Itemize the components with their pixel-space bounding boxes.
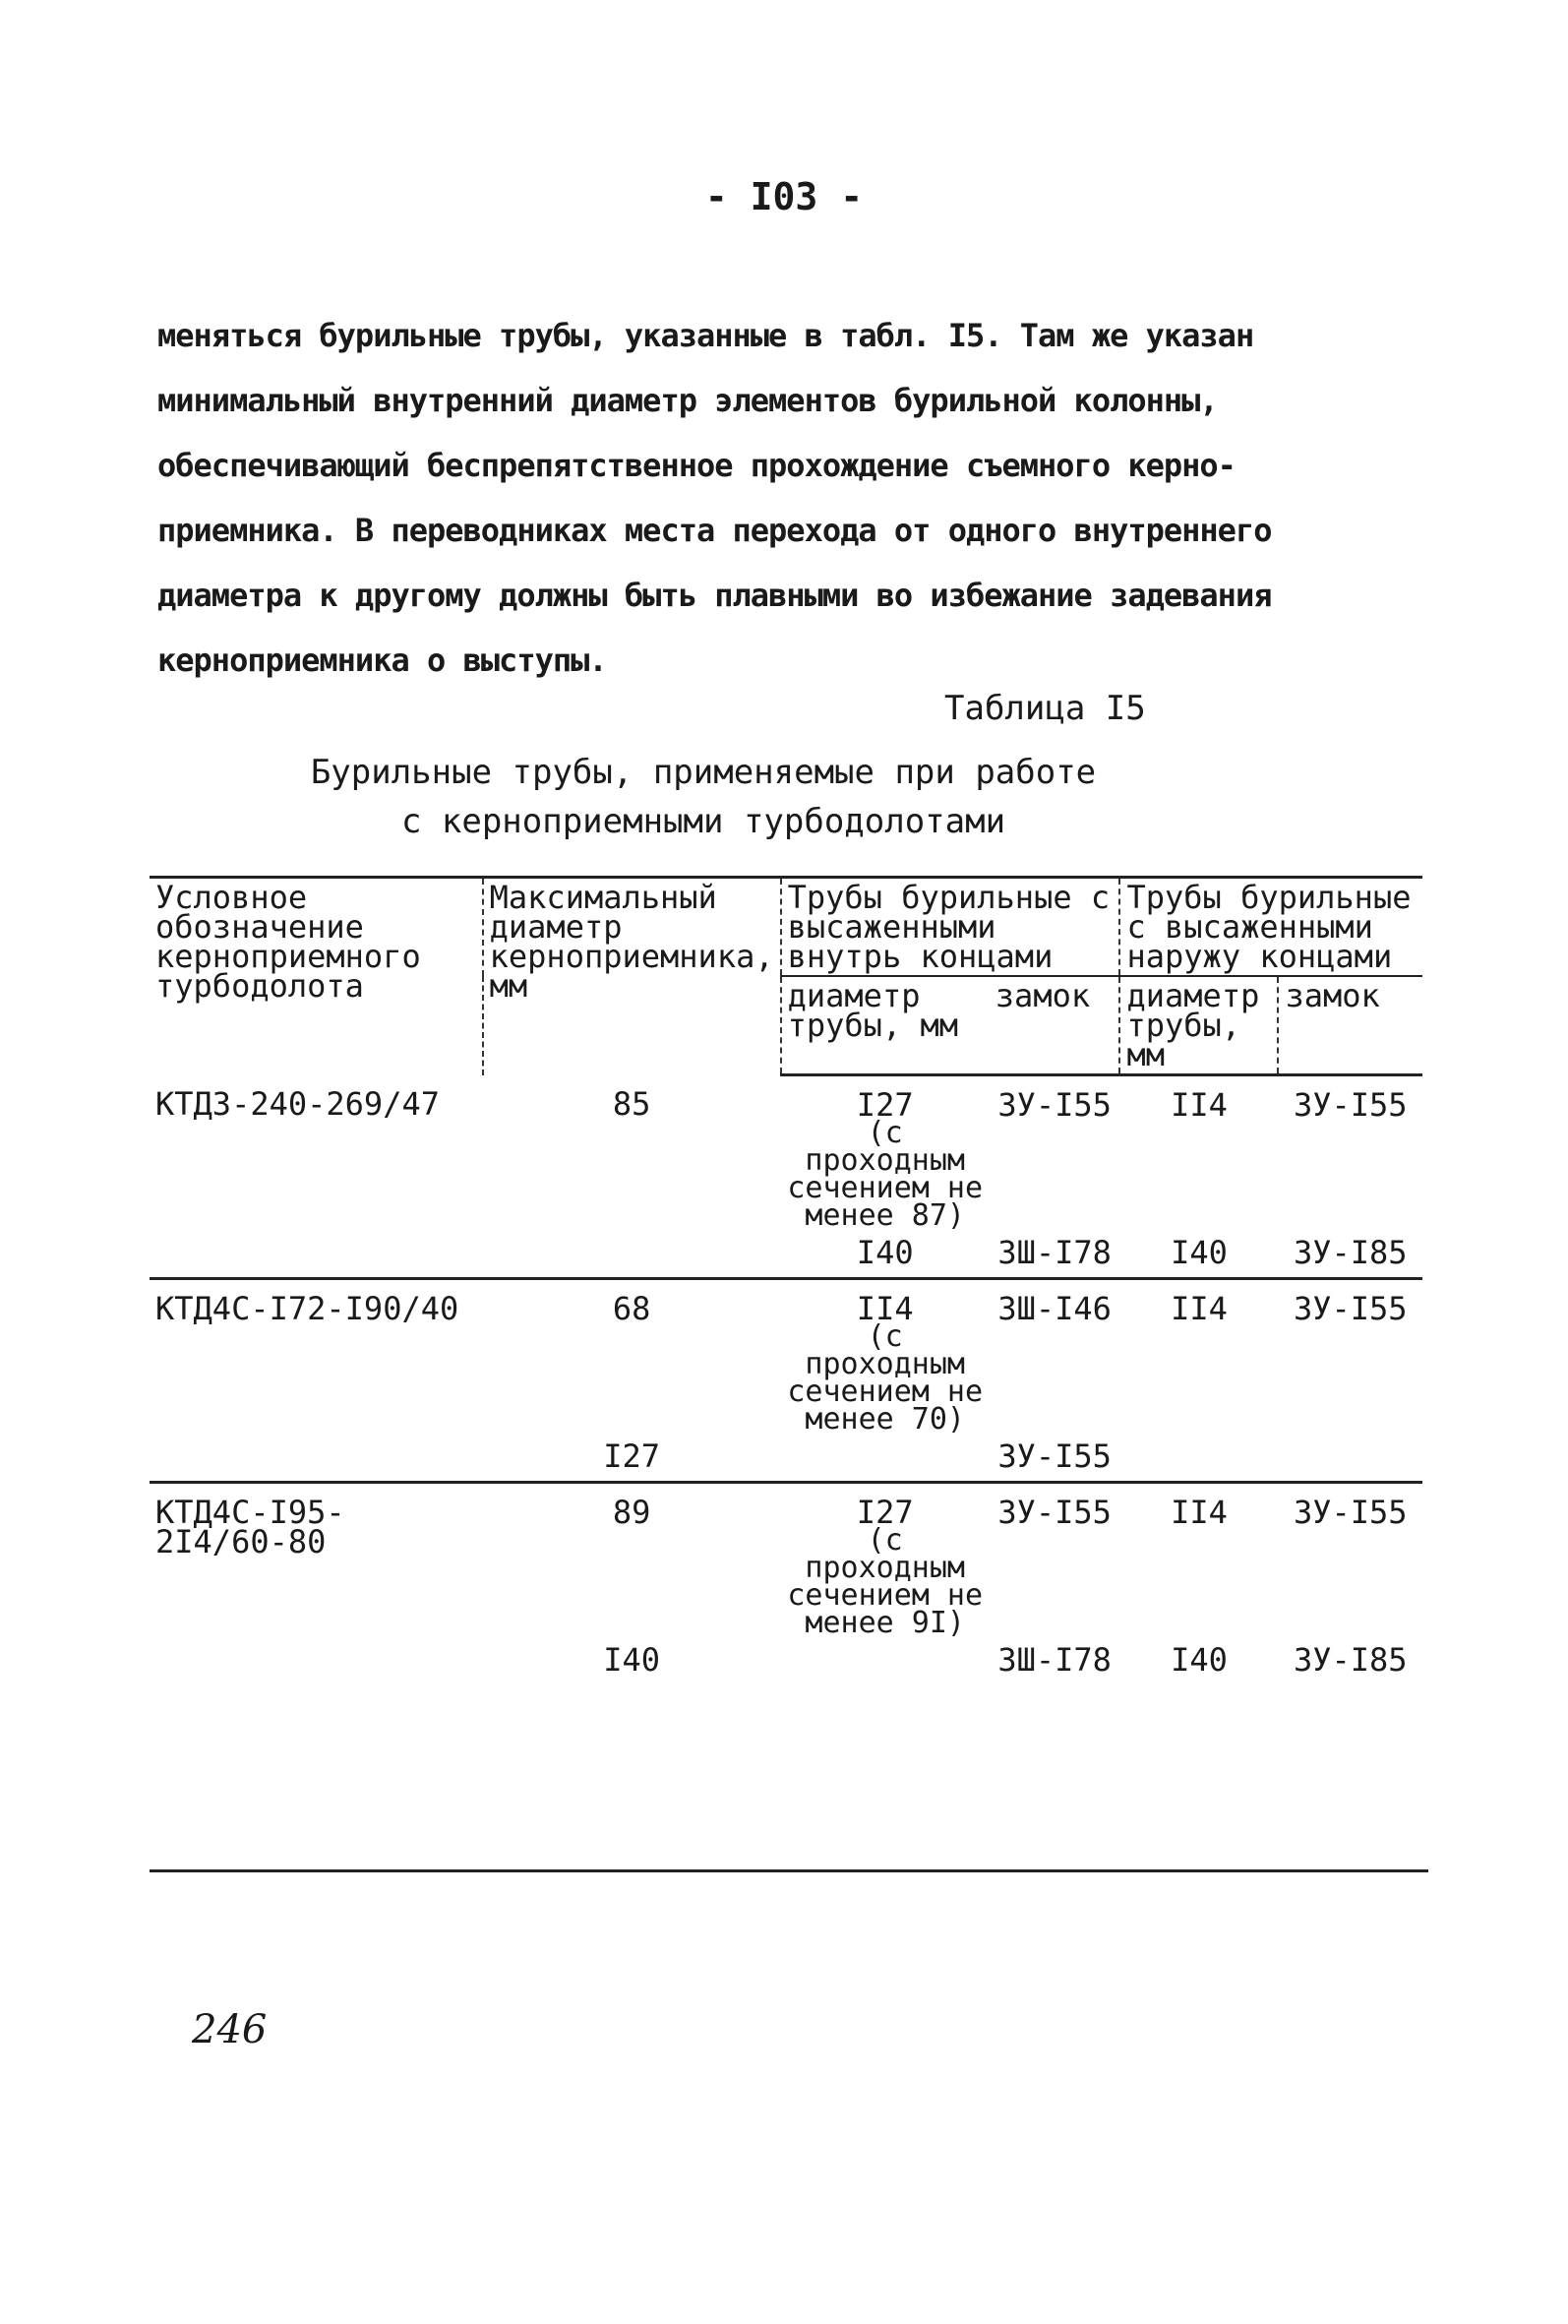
page-number: - I03 - [704,175,864,218]
header-lock: замок [990,976,1120,1075]
table-row [150,1279,1422,1438]
cell-lock: ЗШ-I46 [997,1290,1112,1327]
cell-designation: КТД4С-I95-2I4/60-80 [155,1494,345,1560]
cell-pipe-diameter [781,1437,990,1483]
header-designation: Условное обозначение керноприемного турбодолота [150,878,483,1075]
cell-lock: ЗШ-I78 [990,1234,1120,1279]
body-line: минимальный внутренний диаметр элементов бурильной колонны, [157,382,1218,419]
cell-max-diameter: I40 [603,1641,661,1679]
cell-lock-ext: ЗУ-I55 [1293,1290,1408,1327]
pipe-diameter-value: I27 [856,1086,914,1124]
header-pipe-diameter-ext: диаметр трубы, мм [1119,976,1278,1075]
cell-pipe-diameter [781,1641,990,1679]
body-paragraph [157,303,1436,693]
cell-designation [150,1437,483,1483]
cell-lock-ext: ЗУ-I55 [1293,1494,1408,1531]
passage-note: (с проходным сечением не менее 9I) [787,1523,984,1640]
body-line: обеспечивающий беспрепятственное прохождение съемного керно- [157,447,1236,484]
body-line: меняться бурильные трубы, указанные в табл. I5. Там же указан [157,317,1254,354]
cell-pipe-diameter-ext: I40 [1119,1234,1278,1279]
cell-lock: ЗШ-I78 [997,1641,1112,1679]
cell-max-diameter: 85 [612,1084,651,1123]
header-pipe-diameter: диаметр трубы, мм [781,976,990,1075]
cell-lock: ЗУ-I55 [990,1437,1120,1483]
header-external-upset: Трубы бурильные с высаженными наружу концами [1119,878,1422,977]
body-line: диаметра к другому должны быть плавными во избежание задевания [157,577,1272,614]
table-row [150,1075,1422,1235]
header-max-diameter: Максимальный диаметр керноприемника, мм [483,878,781,1075]
caption-line-1: Бурильные трубы, применяемые при работе [310,753,1097,792]
cell-lock-ext: ЗУ-I85 [1293,1641,1408,1679]
cell-lock-ext: ЗУ-I85 [1278,1234,1422,1279]
table-row [150,1641,1422,1679]
cell-lock: ЗУ-I55 [997,1086,1112,1124]
cell-pipe-diameter [781,1483,990,1642]
cell-lock-ext [1278,1437,1422,1483]
table-row [150,1234,1422,1279]
cell-pipe-diameter-ext: I40 [1171,1641,1228,1679]
drill-pipe-table [150,876,1422,1679]
cell-pipe-diameter-ext [1119,1437,1278,1483]
header-internal-upset: Трубы бурильные с высаженными внутрь концами [781,878,1120,977]
caption-line-2: с керноприемными турбодолотами [400,802,1006,841]
table-row [150,1437,1422,1483]
cell-pipe-diameter-ext: II4 [1171,1086,1228,1124]
body-line: керноприемника о выступы. [157,642,607,679]
cell-pipe-diameter: I40 [781,1234,990,1279]
cell-designation [150,1234,483,1279]
table-caption [285,748,1121,846]
cell-max-diameter: 68 [612,1290,651,1327]
cell-pipe-diameter-ext: II4 [1171,1290,1228,1327]
cell-pipe-diameter [781,1279,990,1438]
passage-note: (с проходным сечением не менее 70) [787,1319,984,1437]
body-line: приемника. В переводниках места перехода от одного внутреннего [157,512,1272,549]
cell-max-diameter: I27 [483,1437,781,1483]
cell-pipe-diameter [781,1075,990,1235]
table-bottom-rule [150,1869,1428,1872]
cell-pipe-diameter-ext: II4 [1171,1494,1228,1531]
cell-designation: КТД4С-I72-I90/40 [155,1290,459,1327]
passage-note: (с проходным сечением не менее 87) [787,1116,984,1233]
cell-designation [150,1641,483,1679]
table-row [150,1483,1422,1642]
cell-max-diameter [483,1234,781,1279]
handwritten-page-mark: 246 [192,2007,268,2052]
cell-lock: ЗУ-I55 [997,1494,1112,1531]
header-lock-ext: замок [1278,976,1422,1075]
cell-lock-ext: ЗУ-I55 [1293,1086,1408,1124]
cell-max-diameter: 89 [612,1494,651,1531]
pipe-diameter-value: II4 [856,1290,914,1327]
table-label: Таблица I5 [944,689,1146,728]
pipe-diameter-value: I27 [856,1494,914,1531]
cell-designation: КТДЗ-240-269/47 [155,1084,440,1123]
